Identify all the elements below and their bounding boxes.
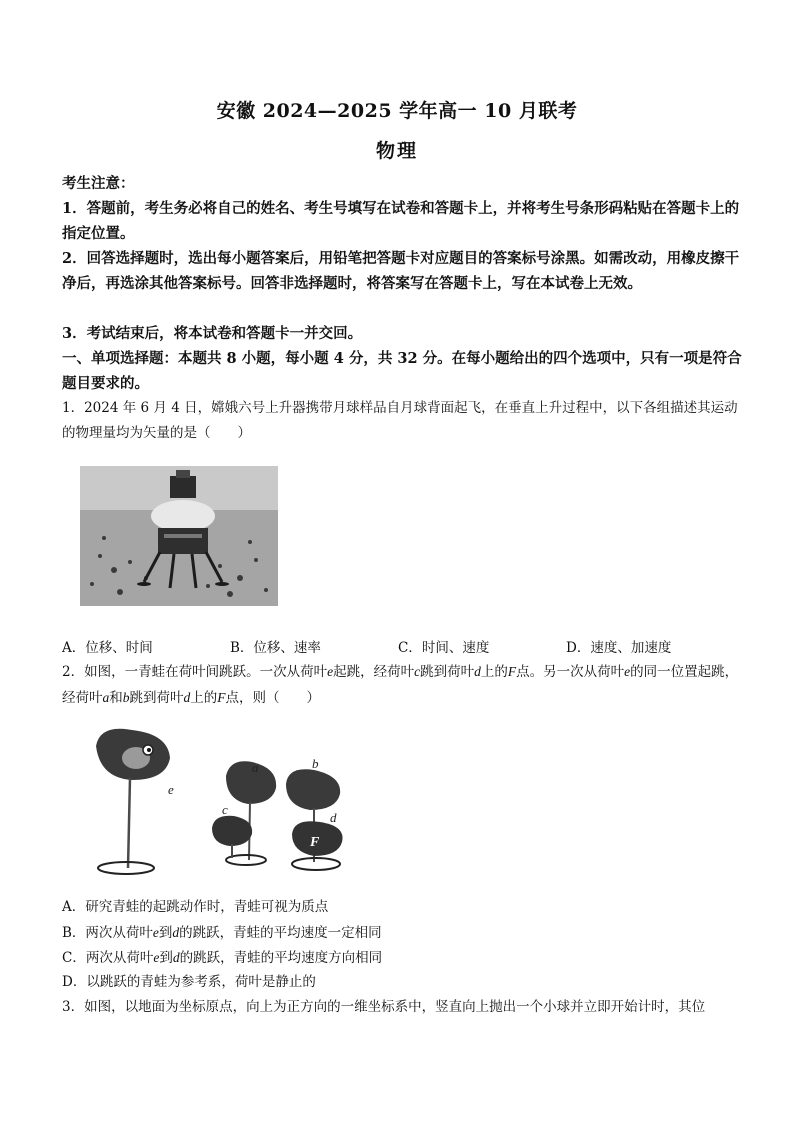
- exam-title: 安徽 2024—2025 学年高一 10 月联考: [216, 100, 578, 122]
- q2-option-a: A．研究青蛙的起跳动作时，青蛙可视为质点: [62, 899, 329, 915]
- q1-option-b: B．位移、速率: [230, 640, 321, 656]
- pad-label-c: c: [222, 802, 228, 817]
- question-3-stem: 3．如图，以地面为坐标原点，向上为正方向的一维坐标系中，竖直向上抛出一个小球并立即开始计时，其位: [62, 999, 706, 1015]
- point-label-f: F: [310, 835, 320, 850]
- q1-option-c: C．时间、速度: [398, 640, 490, 656]
- q2-option-b: B．两次从荷叶e到d的跳跃，青蛙的平均速度一定相同: [62, 925, 382, 941]
- notice-heading: 考生注意：: [62, 175, 135, 192]
- q1-option-a: A．位移、时间: [62, 640, 153, 656]
- q2-option-d: D．以跳跃的青蛙为参考系，荷叶是静止的: [62, 974, 316, 990]
- pad-label-a: a: [252, 760, 259, 775]
- question-1-stem: 1．2024 年 6 月 4 日，嫦娥六号上升器携带月球样品自月球背面起飞，在垂直上升过程中，以下各组描述其运动的物理量均为矢量的是（ ）: [62, 400, 738, 441]
- pad-label-b: b: [312, 756, 319, 771]
- lunar-lander-figure: [80, 466, 278, 606]
- notice-item-2: 2．回答选择题时，选出每小题答案后，用铅笔把答题卡对应题目的答案标号涂黑。如需改动，用橡皮擦干净后，再选涂其他答案标号。回答非选择题时，将答案写在答题卡上，写在本试卷上无效。: [62, 250, 740, 292]
- pad-label-e: e: [168, 782, 174, 797]
- q1-option-d: D．速度、加速度: [566, 640, 672, 656]
- q2-option-c: C．两次从荷叶e到d的跳跃，青蛙的平均速度方向相同: [62, 950, 383, 966]
- subject-title: 物理: [375, 140, 418, 162]
- question-2-stem: 2．如图，一青蛙在荷叶间跳跃。一次从荷叶e起跳，经荷叶c跳到荷叶d上的F点。另一次从荷叶e的同一位置起跳，经荷叶a和b跳到荷叶d上的F点，则（ ）: [62, 664, 739, 706]
- notice-item-3: 3．考试结束后，将本试卷和答题卡一并交回。: [62, 325, 363, 342]
- frog-lily-pads-figure: [80, 718, 380, 888]
- section-heading: 一、单项选择题：本题共 8 小题，每小题 4 分，共 32 分。在每小题给出的四个选项中，只有一项是符合题目要求的。: [62, 350, 742, 392]
- pad-label-d: d: [330, 810, 337, 825]
- notice-item-1: 1．答题前，考生务必将自己的姓名、考生号填写在试卷和答题卡上，并将考生号条形码粘贴在答题卡上的指定位置。: [62, 200, 740, 242]
